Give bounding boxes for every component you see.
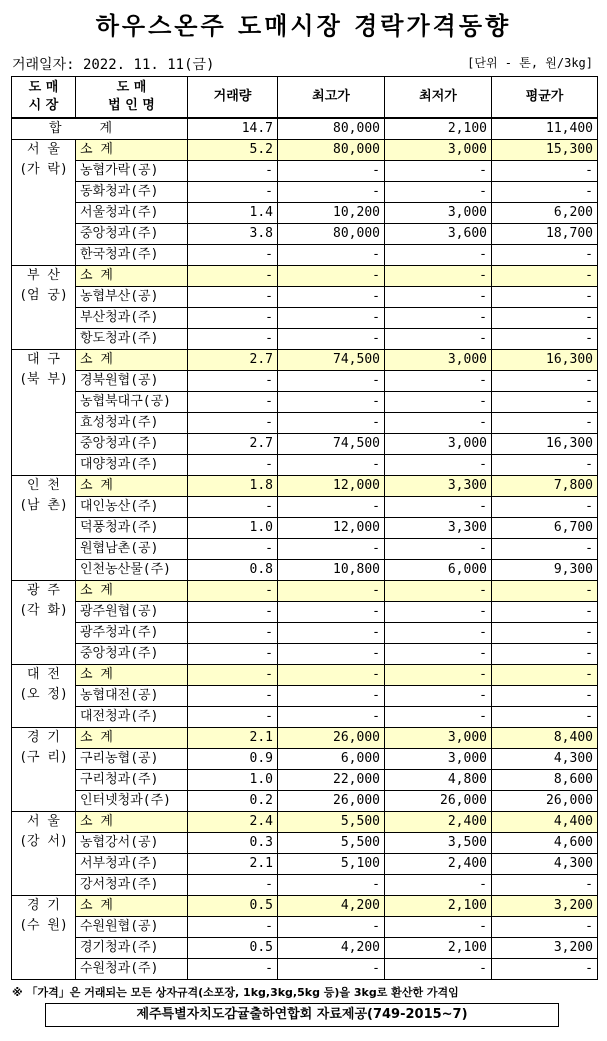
avg-price-cell: - (492, 959, 598, 980)
market-name-line: 대 구 (27, 352, 60, 367)
volume-cell: 2.7 (188, 434, 278, 455)
table-row (12, 161, 598, 182)
min-price-cell: - (385, 917, 492, 938)
unit-label: [단위 - 톤, 원/3kg] (467, 56, 593, 70)
header-company (76, 77, 188, 119)
avg-price-cell: - (492, 539, 598, 560)
min-price-cell: - (385, 392, 492, 413)
table-row (12, 644, 598, 665)
subtotal-row (12, 665, 598, 686)
min-price-cell: - (385, 602, 492, 623)
volume-cell: - (188, 875, 278, 896)
avg-price-cell: - (492, 266, 598, 287)
market-name-line: 대 전 (27, 667, 60, 682)
table-row (12, 455, 598, 476)
table-row (12, 413, 598, 434)
min-price-cell: 3,000 (385, 749, 492, 770)
company-name: 대인농산(주) (76, 497, 188, 518)
market-name-line: 경 기 (27, 898, 60, 913)
subtotal-row (12, 581, 598, 602)
max-price-cell: 12,000 (278, 476, 385, 497)
volume-cell: - (188, 686, 278, 707)
volume-cell: - (188, 917, 278, 938)
max-price-cell: - (278, 707, 385, 728)
max-price-cell: 4,200 (278, 938, 385, 959)
company-name: 소 계 (76, 476, 188, 497)
table-row (12, 287, 598, 308)
avg-price-cell: 4,300 (492, 749, 598, 770)
company-name: 소 계 (76, 728, 188, 749)
table-row (12, 623, 598, 644)
avg-price-cell: 15,300 (492, 140, 598, 161)
avg-price-cell: - (492, 413, 598, 434)
avg-price-cell: - (492, 623, 598, 644)
market-name (12, 728, 76, 812)
avg-price-cell: 8,400 (492, 728, 598, 749)
max-price-cell: 26,000 (278, 728, 385, 749)
company-name: 대전청과(주) (76, 707, 188, 728)
avg-price-cell: - (492, 161, 598, 182)
min-price-cell: - (385, 539, 492, 560)
company-name: 중앙청과(주) (76, 434, 188, 455)
company-name: 경북원협(공) (76, 371, 188, 392)
company-name: 부산청과(주) (76, 308, 188, 329)
min-price-cell: - (385, 644, 492, 665)
market-name-line: 부 산 (27, 268, 60, 283)
company-name: 한국청과(주) (76, 245, 188, 266)
market-name-line: (엄 궁) (19, 288, 68, 303)
min-price-cell: - (385, 581, 492, 602)
company-name: 수원청과(주) (76, 959, 188, 980)
header-volume: 거래량 (188, 77, 278, 119)
avg-price-cell: - (492, 329, 598, 350)
market-name-line: 서 울 (27, 814, 60, 829)
header-avg-price: 평균가 (492, 77, 598, 119)
avg-price-cell: 4,300 (492, 854, 598, 875)
total-label: 합계 (12, 118, 188, 140)
max-price-cell: - (278, 644, 385, 665)
avg-price-cell: - (492, 875, 598, 896)
min-price-cell: 2,100 (385, 938, 492, 959)
total-min: 2,100 (385, 118, 492, 140)
subtotal-row (12, 728, 598, 749)
volume-cell: 0.5 (188, 896, 278, 917)
table-row (12, 329, 598, 350)
max-price-cell: 74,500 (278, 434, 385, 455)
company-name: 광주원협(공) (76, 602, 188, 623)
market-name (12, 581, 76, 665)
min-price-cell: - (385, 959, 492, 980)
company-name: 구리농협(공) (76, 749, 188, 770)
min-price-cell: - (385, 413, 492, 434)
avg-price-cell: - (492, 308, 598, 329)
subtotal-row (12, 812, 598, 833)
total-avg: 11,400 (492, 118, 598, 140)
volume-cell: - (188, 161, 278, 182)
min-price-cell: 3,600 (385, 224, 492, 245)
price-table (11, 76, 598, 980)
volume-cell: - (188, 392, 278, 413)
volume-cell: - (188, 581, 278, 602)
min-price-cell: 3,000 (385, 350, 492, 371)
min-price-cell: - (385, 875, 492, 896)
market-name (12, 266, 76, 350)
page-title: 하우스온주 도매시장 경락가격동향 (95, 12, 512, 40)
market-name-line: 서 울 (27, 142, 60, 157)
company-name: 중앙청과(주) (76, 224, 188, 245)
max-price-cell: - (278, 581, 385, 602)
max-price-cell: - (278, 497, 385, 518)
min-price-cell: 2,100 (385, 896, 492, 917)
max-price-cell: - (278, 329, 385, 350)
max-price-cell: 5,500 (278, 812, 385, 833)
table-row (12, 371, 598, 392)
max-price-cell: - (278, 287, 385, 308)
avg-price-cell: - (492, 287, 598, 308)
header-company-line2: 법 인 명 (108, 98, 155, 113)
company-name: 소 계 (76, 350, 188, 371)
table-row (12, 245, 598, 266)
avg-price-cell: 3,200 (492, 938, 598, 959)
min-price-cell: - (385, 707, 492, 728)
max-price-cell: - (278, 455, 385, 476)
table-row (12, 707, 598, 728)
volume-cell: - (188, 245, 278, 266)
company-name: 항도청과(주) (76, 329, 188, 350)
volume-cell: - (188, 644, 278, 665)
max-price-cell: 26,000 (278, 791, 385, 812)
table-row (12, 749, 598, 770)
volume-cell: - (188, 539, 278, 560)
avg-price-cell: 18,700 (492, 224, 598, 245)
company-name: 효성청과(주) (76, 413, 188, 434)
min-price-cell: - (385, 371, 492, 392)
market-name-line: (수 원) (19, 918, 68, 933)
max-price-cell: - (278, 308, 385, 329)
company-name: 서울청과(주) (76, 203, 188, 224)
table-row (12, 392, 598, 413)
market-name (12, 812, 76, 896)
avg-price-cell: 26,000 (492, 791, 598, 812)
avg-price-cell: - (492, 371, 598, 392)
max-price-cell: 5,500 (278, 833, 385, 854)
market-name-line: (각 화) (19, 603, 68, 618)
header-min-price: 최저가 (385, 77, 492, 119)
volume-cell: 0.8 (188, 560, 278, 581)
market-name (12, 140, 76, 266)
max-price-cell: 4,200 (278, 896, 385, 917)
volume-cell: 1.4 (188, 203, 278, 224)
company-name: 소 계 (76, 581, 188, 602)
min-price-cell: 3,300 (385, 518, 492, 539)
min-price-cell: - (385, 686, 492, 707)
volume-cell: - (188, 665, 278, 686)
volume-cell: - (188, 959, 278, 980)
min-price-cell: 2,400 (385, 812, 492, 833)
table-row (12, 497, 598, 518)
company-name: 농협강서(공) (76, 833, 188, 854)
market-name (12, 350, 76, 476)
company-name: 대양청과(주) (76, 455, 188, 476)
min-price-cell: - (385, 623, 492, 644)
company-name: 소 계 (76, 896, 188, 917)
avg-price-cell: - (492, 245, 598, 266)
min-price-cell: - (385, 287, 492, 308)
volume-cell: 2.7 (188, 350, 278, 371)
avg-price-cell: - (492, 917, 598, 938)
company-name: 서부청과(주) (76, 854, 188, 875)
company-name: 인터넷청과(주) (76, 791, 188, 812)
avg-price-cell: 4,600 (492, 833, 598, 854)
volume-cell: 1.0 (188, 518, 278, 539)
avg-price-cell: - (492, 497, 598, 518)
avg-price-cell: - (492, 602, 598, 623)
max-price-cell: - (278, 875, 385, 896)
avg-price-cell: - (492, 707, 598, 728)
company-name: 강서청과(주) (76, 875, 188, 896)
max-price-cell: 22,000 (278, 770, 385, 791)
max-price-cell: 80,000 (278, 140, 385, 161)
max-price-cell: 5,100 (278, 854, 385, 875)
avg-price-cell: 6,200 (492, 203, 598, 224)
max-price-cell: 10,200 (278, 203, 385, 224)
total-row (12, 118, 598, 140)
max-price-cell: - (278, 245, 385, 266)
company-name: 인천농산물(주) (76, 560, 188, 581)
subtotal-row (12, 476, 598, 497)
min-price-cell: - (385, 245, 492, 266)
volume-cell: 2.1 (188, 854, 278, 875)
max-price-cell: 6,000 (278, 749, 385, 770)
table-row (12, 938, 598, 959)
company-name: 광주청과(주) (76, 623, 188, 644)
header-market-line1: 도 매 (28, 80, 59, 95)
volume-cell: - (188, 602, 278, 623)
company-name: 경기청과(주) (76, 938, 188, 959)
avg-price-cell: - (492, 686, 598, 707)
avg-price-cell: 16,300 (492, 350, 598, 371)
table-row (12, 686, 598, 707)
min-price-cell: - (385, 308, 492, 329)
table-row (12, 791, 598, 812)
market-name-line: (북 부) (19, 372, 68, 387)
volume-cell: 0.5 (188, 938, 278, 959)
table-row (12, 182, 598, 203)
header-market (12, 77, 76, 119)
market-name (12, 896, 76, 980)
min-price-cell: - (385, 497, 492, 518)
volume-cell: - (188, 497, 278, 518)
volume-cell: 2.1 (188, 728, 278, 749)
avg-price-cell: - (492, 455, 598, 476)
subtotal-row (12, 266, 598, 287)
avg-price-cell: 8,600 (492, 770, 598, 791)
min-price-cell: 2,400 (385, 854, 492, 875)
header-row (12, 77, 598, 119)
table-row (12, 560, 598, 581)
volume-cell: - (188, 287, 278, 308)
header-company-line1: 도 매 (116, 80, 147, 95)
company-name: 소 계 (76, 812, 188, 833)
company-name: 농협부산(공) (76, 287, 188, 308)
company-name: 소 계 (76, 140, 188, 161)
min-price-cell: 6,000 (385, 560, 492, 581)
min-price-cell: - (385, 455, 492, 476)
volume-cell: - (188, 371, 278, 392)
max-price-cell: - (278, 182, 385, 203)
avg-price-cell: - (492, 182, 598, 203)
table-body (12, 118, 598, 980)
volume-cell: 3.8 (188, 224, 278, 245)
volume-cell: - (188, 266, 278, 287)
subtotal-row (12, 896, 598, 917)
trade-date: 거래일자: 2022. 11. 11(금) (12, 57, 215, 73)
max-price-cell: 12,000 (278, 518, 385, 539)
market-name-line: (남 촌) (19, 498, 68, 513)
max-price-cell: - (278, 602, 385, 623)
volume-cell: - (188, 455, 278, 476)
market-name-line: (가 락) (19, 162, 68, 177)
table-row (12, 434, 598, 455)
max-price-cell: 10,800 (278, 560, 385, 581)
company-name: 농협북대구(공) (76, 392, 188, 413)
table-row (12, 854, 598, 875)
min-price-cell: 3,000 (385, 140, 492, 161)
volume-cell: 0.9 (188, 749, 278, 770)
company-name: 수원원협(공) (76, 917, 188, 938)
min-price-cell: 3,300 (385, 476, 492, 497)
min-price-cell: 3,000 (385, 203, 492, 224)
company-name: 농협대전(공) (76, 686, 188, 707)
volume-cell: - (188, 329, 278, 350)
market-name-line: 인 천 (27, 478, 60, 493)
volume-cell: - (188, 182, 278, 203)
table-row (12, 518, 598, 539)
table-row (12, 917, 598, 938)
max-price-cell: - (278, 665, 385, 686)
avg-price-cell: 7,800 (492, 476, 598, 497)
max-price-cell: - (278, 392, 385, 413)
table-row (12, 224, 598, 245)
max-price-cell: - (278, 161, 385, 182)
max-price-cell: - (278, 371, 385, 392)
table-row (12, 959, 598, 980)
volume-cell: 2.4 (188, 812, 278, 833)
avg-price-cell: 3,200 (492, 896, 598, 917)
volume-cell: - (188, 308, 278, 329)
max-price-cell: - (278, 959, 385, 980)
avg-price-cell: 16,300 (492, 434, 598, 455)
company-name: 덕풍청과(주) (76, 518, 188, 539)
min-price-cell: 3,000 (385, 728, 492, 749)
company-name: 소 계 (76, 266, 188, 287)
volume-cell: 1.0 (188, 770, 278, 791)
max-price-cell: - (278, 266, 385, 287)
min-price-cell: 26,000 (385, 791, 492, 812)
volume-cell: 5.2 (188, 140, 278, 161)
volume-cell: 0.3 (188, 833, 278, 854)
min-price-cell: - (385, 665, 492, 686)
avg-price-cell: 9,300 (492, 560, 598, 581)
max-price-cell: - (278, 623, 385, 644)
avg-price-cell: 4,400 (492, 812, 598, 833)
subtotal-row (12, 140, 598, 161)
volume-cell: 0.2 (188, 791, 278, 812)
company-name: 구리청과(주) (76, 770, 188, 791)
min-price-cell: - (385, 329, 492, 350)
min-price-cell: - (385, 182, 492, 203)
header-market-line2: 시 장 (28, 98, 59, 113)
table-row (12, 833, 598, 854)
table-row (12, 602, 598, 623)
max-price-cell: 80,000 (278, 224, 385, 245)
market-name (12, 665, 76, 728)
min-price-cell: 4,800 (385, 770, 492, 791)
company-name: 소 계 (76, 665, 188, 686)
footnote: ※ 「가격」은 거래되는 모든 상자규격(소포장, 1kg,3kg,5kg 등)을 3kg로 환산한 가격임 (12, 986, 459, 999)
max-price-cell: - (278, 413, 385, 434)
table-row (12, 539, 598, 560)
company-name: 중앙청과(주) (76, 644, 188, 665)
company-name: 동화청과(주) (76, 182, 188, 203)
table-row (12, 875, 598, 896)
max-price-cell: - (278, 539, 385, 560)
avg-price-cell: - (492, 581, 598, 602)
volume-cell: - (188, 413, 278, 434)
min-price-cell: 3,000 (385, 434, 492, 455)
market-name-line: 광 주 (27, 583, 60, 598)
min-price-cell: - (385, 266, 492, 287)
max-price-cell: - (278, 917, 385, 938)
table-row (12, 770, 598, 791)
min-price-cell: 3,500 (385, 833, 492, 854)
max-price-cell: - (278, 686, 385, 707)
company-name: 원협남촌(공) (76, 539, 188, 560)
market-name-line: (오 정) (19, 687, 68, 702)
table-row (12, 308, 598, 329)
volume-cell: 1.8 (188, 476, 278, 497)
market-name (12, 476, 76, 581)
min-price-cell: - (385, 161, 492, 182)
avg-price-cell: 6,700 (492, 518, 598, 539)
market-name-line: (구 리) (19, 750, 68, 765)
market-name-line: 경 기 (27, 730, 60, 745)
total-max: 80,000 (278, 118, 385, 140)
source-credit: 제주특별자치도감귤출하연합회 자료제공(749-2015~7) (45, 1003, 559, 1027)
volume-cell: - (188, 623, 278, 644)
avg-price-cell: - (492, 392, 598, 413)
subtotal-row (12, 350, 598, 371)
market-name-line: (강 서) (19, 834, 68, 849)
max-price-cell: 74,500 (278, 350, 385, 371)
avg-price-cell: - (492, 665, 598, 686)
header-max-price: 최고가 (278, 77, 385, 119)
avg-price-cell: - (492, 644, 598, 665)
volume-cell: - (188, 707, 278, 728)
company-name: 농협가락(공) (76, 161, 188, 182)
table-row (12, 203, 598, 224)
total-volume: 14.7 (188, 118, 278, 140)
